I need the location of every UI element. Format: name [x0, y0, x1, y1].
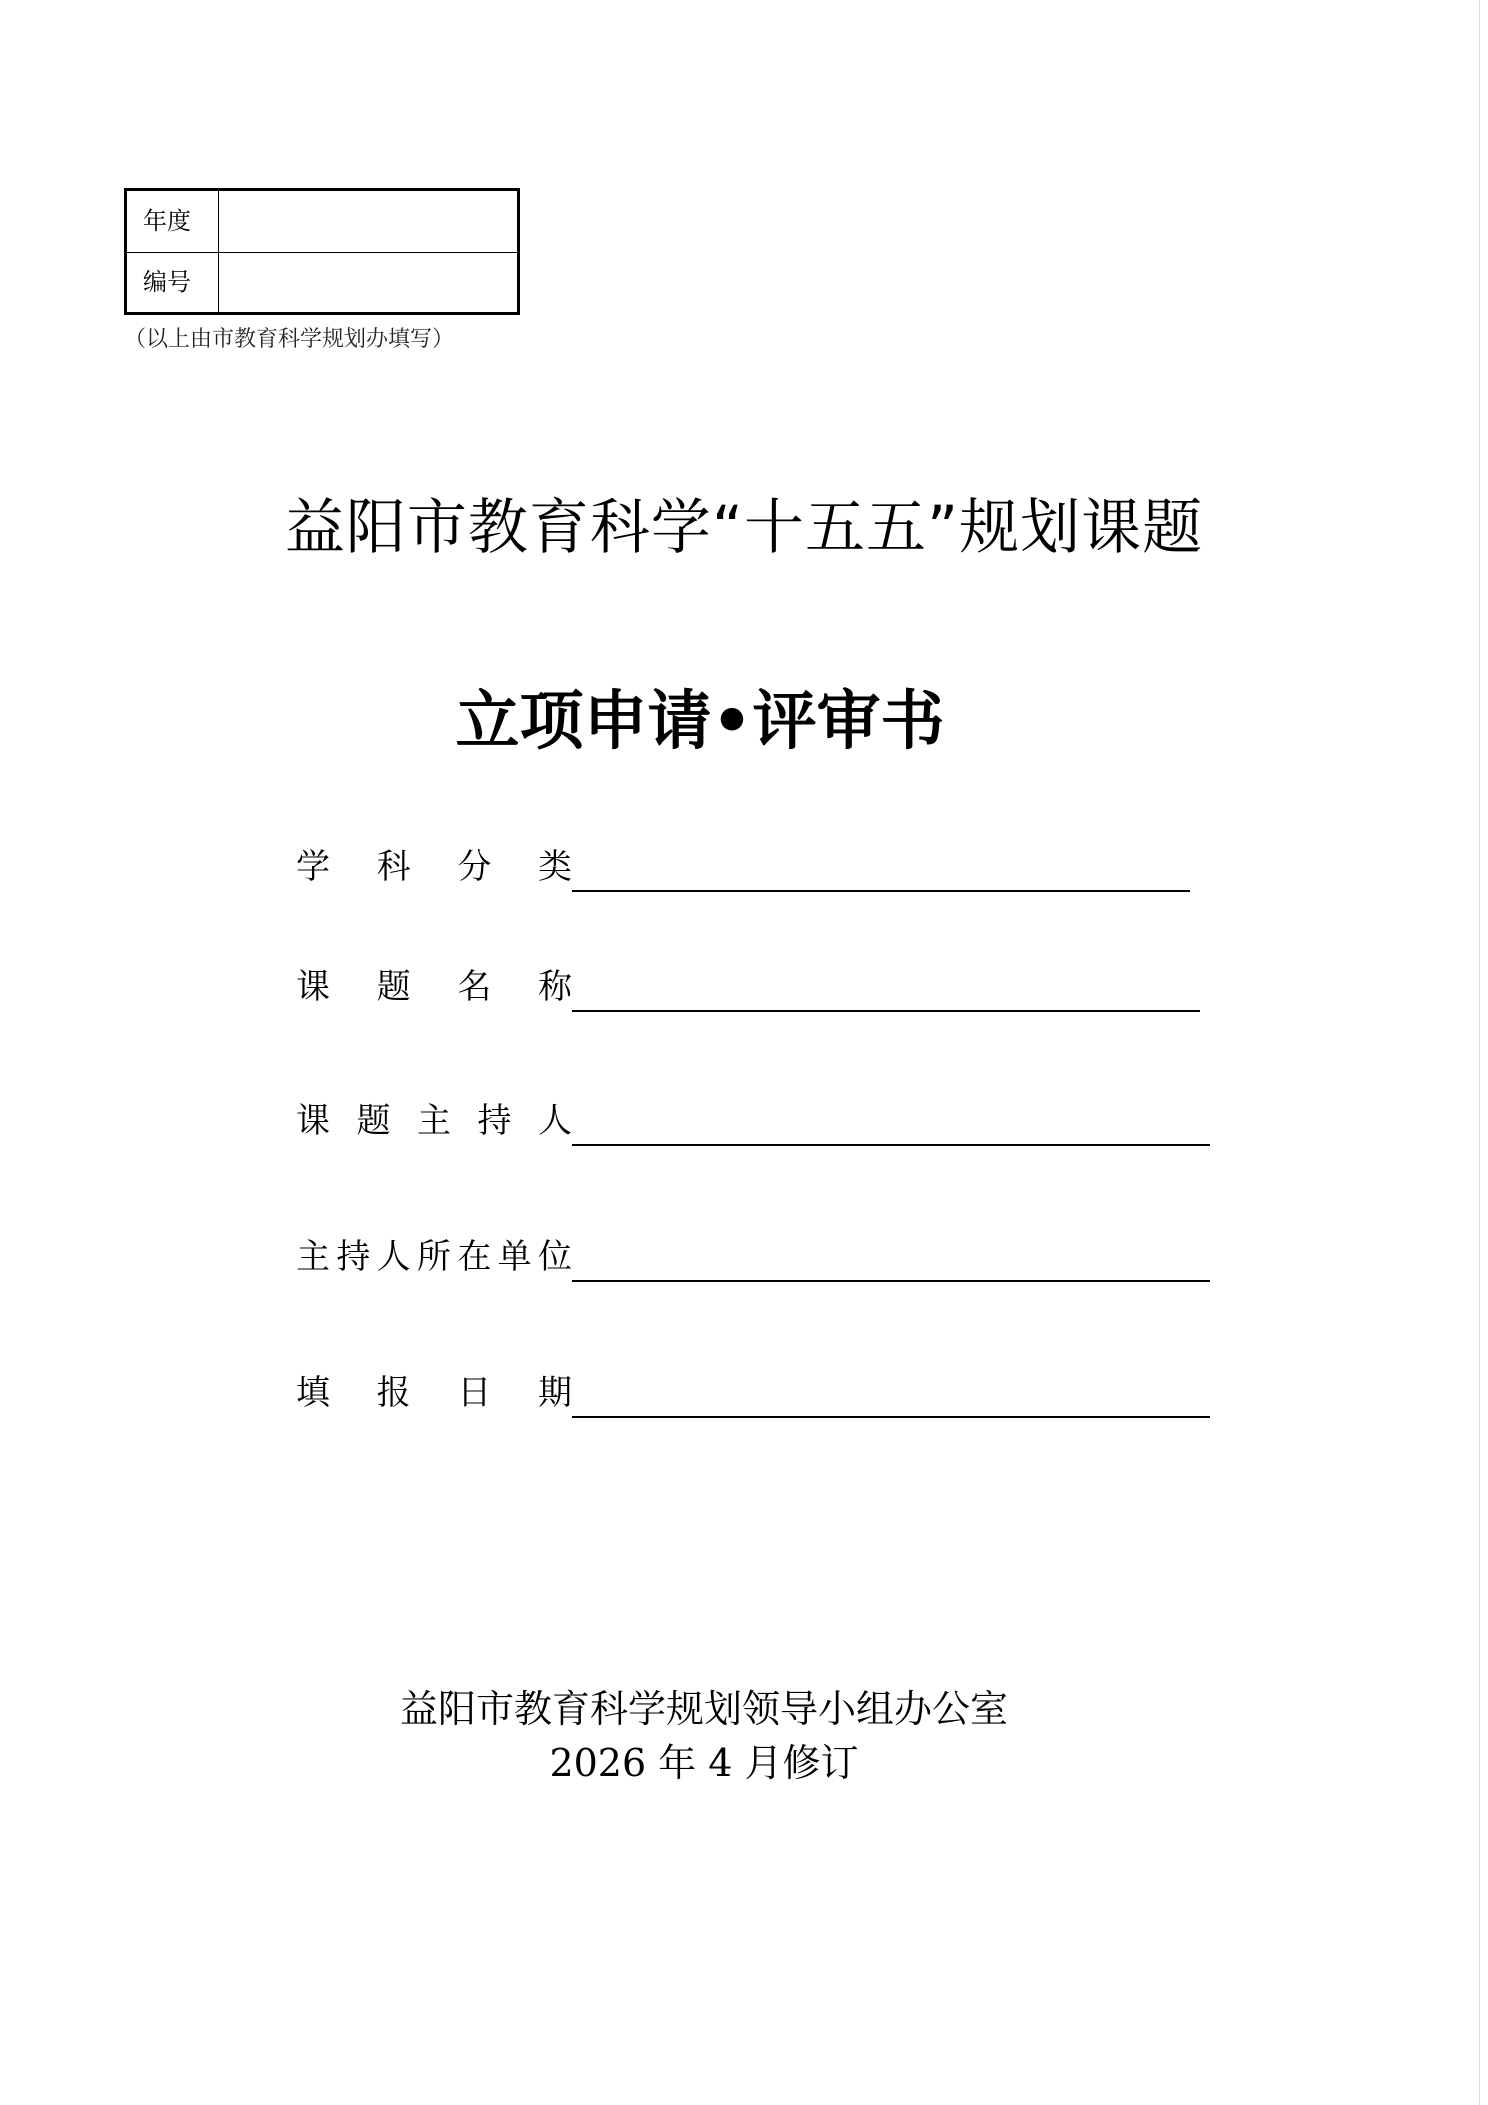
document-title: 益阳市教育科学“十五五”规划课题	[284, 493, 1204, 563]
field-label-project-host: 课 题 主 持 人	[296, 1101, 572, 1141]
document-subtitle: 立项申请•评审书	[455, 685, 945, 759]
field-label-project-name: 课 题 名 称	[296, 967, 572, 1007]
field-line-host-organization[interactable]	[572, 1280, 1210, 1282]
field-line-submission-date[interactable]	[572, 1416, 1210, 1418]
year-number-table	[124, 188, 520, 315]
number-label: 编号	[127, 252, 219, 313]
revision-date: 2026 年 4 月修订	[549, 1741, 859, 1785]
field-label-host-organization: 主 持 人 所 在 单 位	[296, 1237, 572, 1277]
field-line-project-name[interactable]	[572, 1010, 1200, 1012]
issuing-office: 益阳市教育科学规划领导小组办公室	[399, 1687, 1008, 1731]
year-label: 年度	[127, 191, 219, 252]
office-fill-note: （以上由市教育科学规划办填写）	[124, 327, 455, 352]
table-row-year	[127, 191, 517, 253]
number-value-cell[interactable]	[219, 252, 517, 313]
field-line-subject-category[interactable]	[572, 890, 1190, 892]
table-row-number	[127, 252, 517, 313]
field-label-subject-category: 学 科 分 类	[296, 847, 572, 887]
page-edge-line	[1479, 0, 1480, 2105]
field-label-submission-date: 填 报 日 期	[296, 1373, 572, 1413]
year-value-cell[interactable]	[219, 191, 517, 252]
field-line-project-host[interactable]	[572, 1144, 1210, 1146]
